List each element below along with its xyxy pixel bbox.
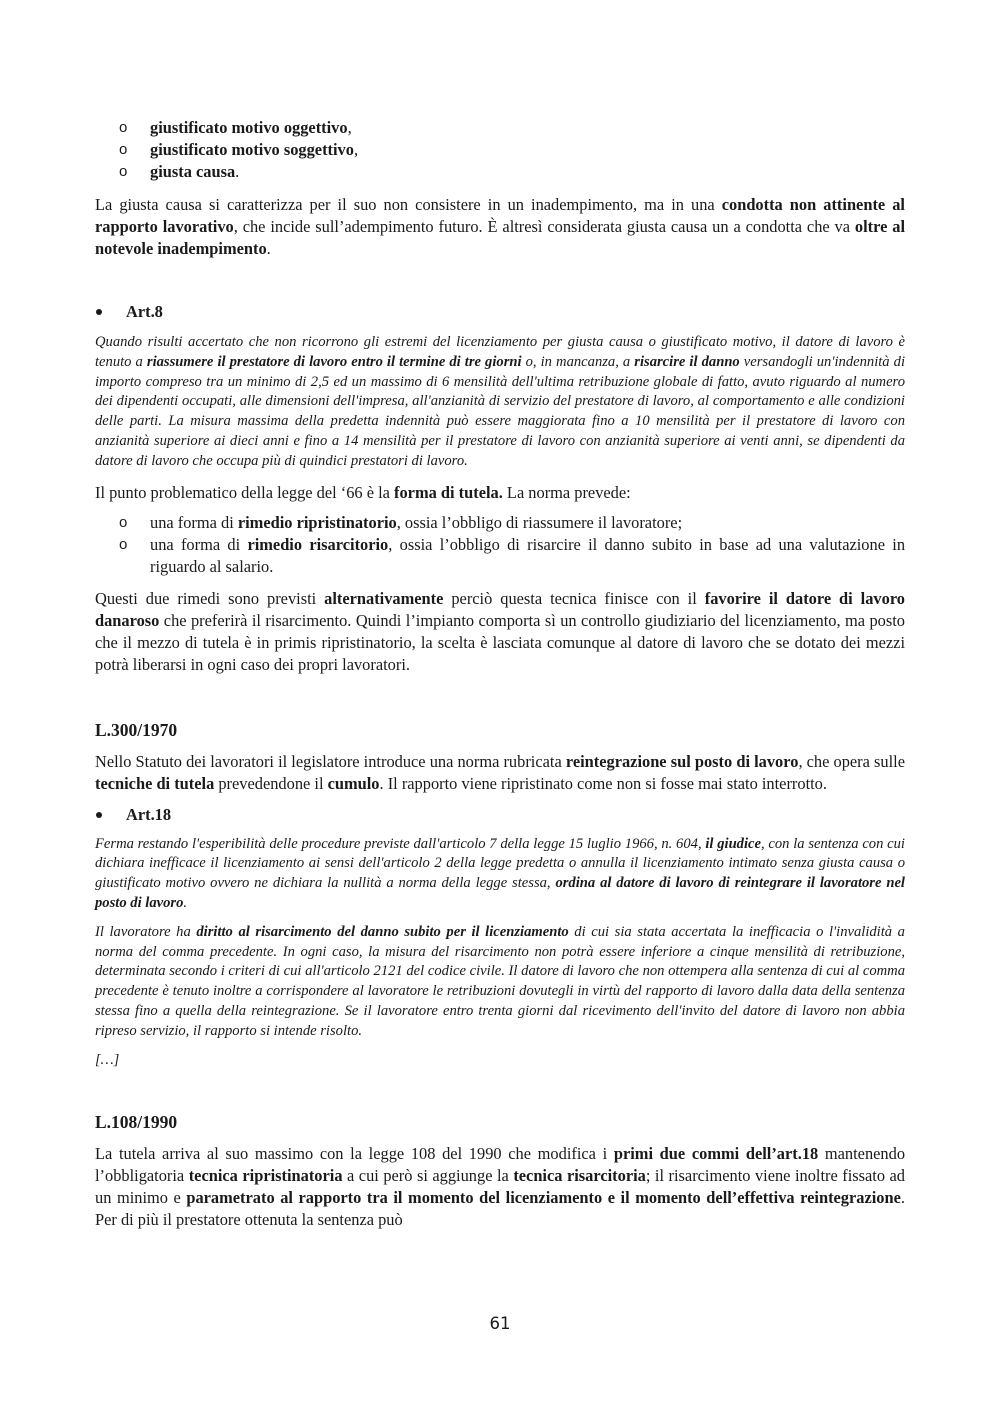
art8-quote: Quando risulti accertato che non ricorrono gli estremi del licenziamento per giusta causa o giustificato motivo, il datore di lavoro è tenuto a riassumere il prestatore di lavoro entro il termine di tre giorni o, in mancanza, a risarcire il danno versandogli un'indennità di importo compreso tra un minimo di 2,5 ed un massimo di 6 mensilità dell'ultima retribuzione globale di fatto, avuto riguardo al numero dei dipendenti occupati, alle dimensioni dell'impresa, all'anzianità di servizio del prestatore di lavoro, al comportamento e alle condizioni delle parti. La misura massima della predetta indennità può essere maggiorata fino a 10 mensilità per il prestatore di lavoro con anzianità superiore ai dieci anni e fino a 14 mensilità per il prestatore di lavoro con anzianità superiore ai venti anni, se dipendenti da datore di lavoro che occupa più di quindici prestatori di lavoro. [95,334,906,469]
bullet-icon [96,812,102,818]
list-item: o giustificato motivo soggettivo, [119,140,359,159]
art18-quote-1: Ferma restando l'esperibilità delle procedure previste dall'articolo 7 della legge 15 luglio 1966, n. 604, il giudice, con la sentenza con cui dichiara inefficace il licenziamento ai sensi dell'articolo 2 della legge predetta o annulla il licenziamento intimato senza giusta causa o giustificato motivo ovvero ne dichiara la nullità a norma della legge stessa, ordina al datore di lavoro di reintegrare il lavoratore nel posto di lavoro. [95,835,905,911]
termination-grounds-list [95,117,905,183]
quote-ellipsis: […] [95,1051,120,1068]
section-heading-1970: L.300/1970 [95,719,178,740]
list-item: o una forma di rimedio risarcitorio, ossia l’obbligo di risarcire il danno subito in base ad una valutazione in riguardo al salario. [119,534,906,576]
circle-bullet-icon: o [119,513,128,531]
bullet-icon [96,309,102,315]
list-item: o una forma di rimedio ripristinatorio, ossia l’obbligo di riassumere il lavoratore; [119,512,683,532]
list-item: o giustificato motivo oggettivo, [119,118,352,137]
punto-problematico-paragraph: Il punto problematico della legge del ‘66 è la forma di tutela. La norma prevede: [95,482,631,502]
circle-bullet-icon: o [119,535,128,553]
rimedi-paragraph: Questi due rimedi sono previsti alternativamente perciò questa tecnica finisce con il favorire il datore di lavoro danaroso che preferirà il risarcimento. Quindi l’impianto comporta sì un controllo giudiziario del licenziamento, ma posto che il mezzo di tutela è in primis ripristinatorio, la scelta è lasciata comunque al datore di lavoro che se dotato dei mezzi potrà liberarsi in ogni caso dei propri lavoratori. [95,588,905,674]
section-heading-1990: L.108/1990 [95,1112,178,1133]
tutela-paragraph: La tutela arriva al suo massimo con la legge 108 del 1990 che modifica i primi due commi dell’art.18 mantenendo l’obbligatoria tecnica ripristinatoria a cui però si aggiunge la tecnica risarcitoria; il risarcimento viene inoltre fissato ad un minimo e parametrato al rapporto tra il momento del licenziamento e il momento dell’effettiva reintegrazione. Per di più il prestatore ottenuta la sentenza può [95,1144,906,1230]
circle-bullet-icon: o [119,163,128,180]
list-item: o giusta causa. [119,162,240,181]
circle-bullet-icon: o [119,141,128,158]
art18-heading: Art.18 [95,804,905,826]
statuto-paragraph: Nello Statuto dei lavoratori il legislatore introduce una norma rubricata reintegrazione sul posto di lavoro, che opera sulle tecniche di tutela prevedendone il cumulo. Il rapporto viene ripristinato come non si fosse mai stato interrotto. [95,751,905,793]
art18-quote-2: Il lavoratore ha diritto al risarcimento del danno subito per il licenziamento di cui sia stata accertata la inefficacia o l'invalidità a norma del comma precedente. In ogni caso, la misura del risarcimento non potrà essere inferiore a cinque mensilità di retribuzione, determinata secondo i criteri di cui all'articolo 2121 del codice civile. Il datore di lavoro che non ottempera alla sentenza di cui al comma precedente è tenuto inoltre a corrispondere al lavoratore le retribuzioni dovutegli in virtù del rapporto di lavoro dalla data della sentenza stessa fino a quella della reintegrazione. Se il lavoratore entro trenta giorni dal ricevimento dell'invito del datore di lavoro non abbia ripreso servizio, il rapporto si intende risolto. [95,923,905,1039]
circle-bullet-icon: o [119,119,128,136]
page-number: 61 [489,1314,511,1333]
art8-heading: Art.8 [95,301,905,323]
giusta-causa-paragraph: La giusta causa si caratterizza per il suo non consistere in un inadempimento, ma in una condotta non attinente al rapporto lavorativo, che incide sull’adempimento futuro. È altresì considerata giusta causa un a condotta che va oltre al notevole inadempimento. [95,195,905,258]
page-content [95,117,905,1231]
remedies-list [95,512,905,578]
